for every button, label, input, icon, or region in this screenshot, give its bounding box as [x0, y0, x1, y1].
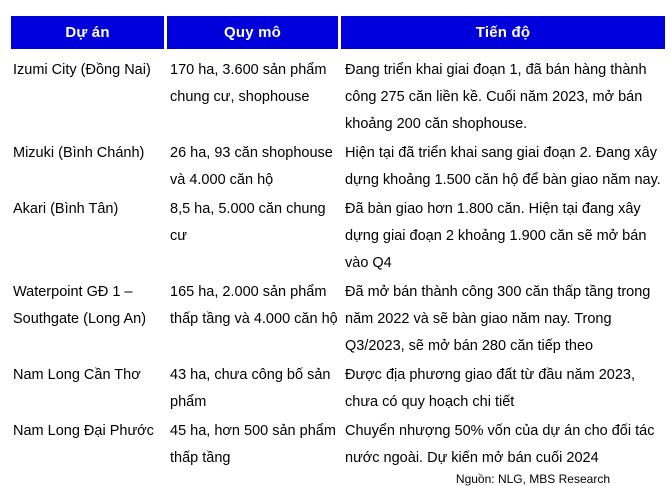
column-header-scale: Quy mô — [167, 16, 338, 49]
column-header-project: Dự án — [11, 16, 164, 49]
table-body — [11, 57, 665, 472]
project-name: Akari (Bình Tân) — [13, 201, 119, 217]
project-name: Nam Long Cần Thơ — [13, 367, 141, 383]
project-progress: Đã bàn giao hơn 1.800 căn. Hiện tại đang xây dựng giai đoạn 2 khoảng 1.900 căn sẽ mở bán vào Q4 — [345, 201, 647, 271]
project-name: Waterpoint GĐ 1 – Southgate (Long An) — [13, 284, 147, 327]
project-progress: Chuyển nhượng 50% vốn của dự án cho đối tác nước ngoài. Dự kiến mở bán cuối 2024 — [345, 423, 655, 466]
project-name: Mizuki (Bình Chánh) — [13, 145, 145, 161]
table-row — [11, 362, 665, 416]
projects-table — [11, 16, 665, 486]
table-row — [11, 140, 665, 194]
project-scale: 165 ha, 2.000 sản phẩm thấp tầng và 4.000 căn hộ — [170, 284, 338, 327]
project-scale: 170 ha, 3.600 sản phẩm chung cư, shophouse — [170, 62, 327, 105]
project-scale: 43 ha, chưa công bố sản phẩm — [170, 367, 331, 410]
project-progress: Đã mở bán thành công 300 căn thấp tầng trong năm 2022 và sẽ bàn giao năm nay. Trong Q3/2023, sẽ mở bán 280 căn tiếp theo — [345, 284, 651, 354]
table-row — [11, 57, 665, 138]
project-progress: Được địa phương giao đất từ đầu năm 2023, chưa có quy hoạch chi tiết — [345, 367, 635, 410]
project-name: Nam Long Đại Phước — [13, 423, 154, 439]
column-header-progress: Tiến độ — [341, 16, 665, 49]
table-row — [11, 196, 665, 277]
project-progress: Hiện tại đã triển khai sang giai đoạn 2. Đang xây dựng khoảng 1.500 căn hộ để bàn giao năm nay. — [345, 145, 661, 188]
source-note: Nguồn: NLG, MBS Research — [455, 472, 610, 486]
project-progress: Đang triển khai giai đoạn 1, đã bán hàng thành công 275 căn liền kề. Cuối năm 2023, mở bán khoảng 200 căn shophouse. — [345, 62, 647, 132]
table-row — [11, 279, 665, 360]
project-scale: 8,5 ha, 5.000 căn chung cư — [170, 201, 326, 244]
table-header — [11, 16, 665, 49]
table-row — [11, 418, 665, 472]
project-name: Izumi City (Đồng Nai) — [13, 62, 151, 78]
project-scale: 26 ha, 93 căn shophouse và 4.000 căn hộ — [170, 145, 333, 188]
project-scale: 45 ha, hơn 500 sản phẩm thấp tầng — [170, 423, 336, 466]
